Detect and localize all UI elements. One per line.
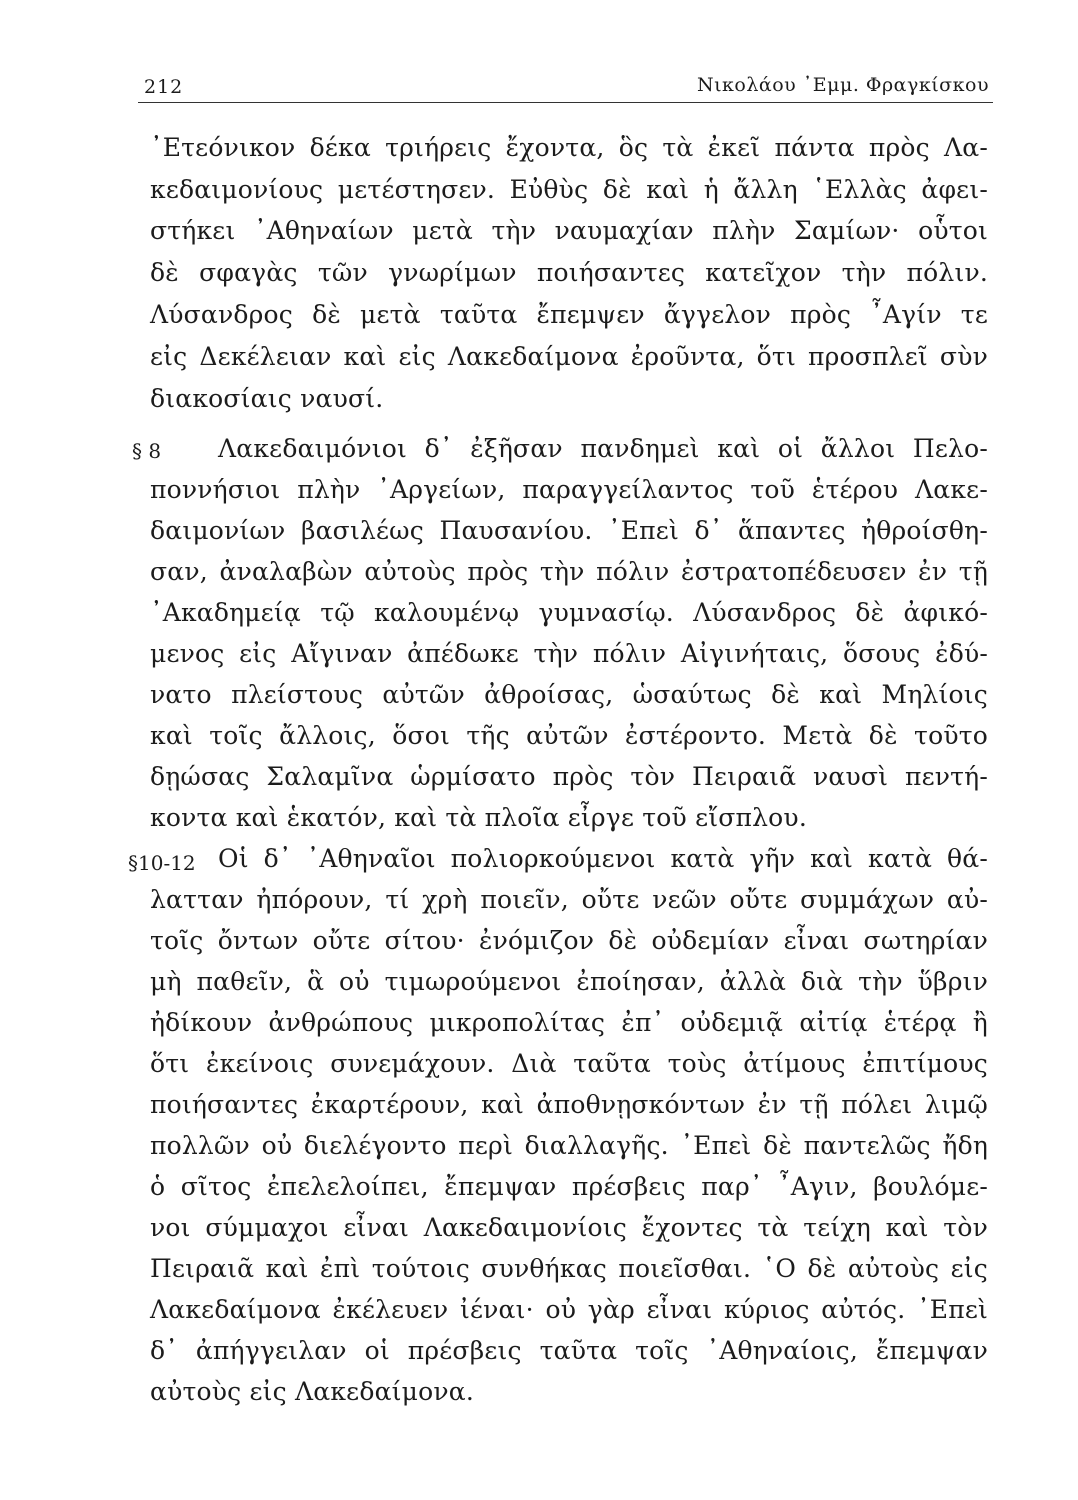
text-line: δ᾿ ἀπήγγειλαν οἱ πρέσβεις ταῦτα τοῖς ᾿Αθηναίοις, ἔπεμψαν bbox=[150, 1336, 988, 1365]
section-ref-10-12: §10-12 bbox=[128, 851, 196, 875]
text-line: κεδαιμονίους μετέστησεν. Εὐθὺς δὲ καὶ ἡ ἄλλη ῾Ελλὰς ἀφει- bbox=[150, 175, 988, 204]
text-line: Πειραιᾶ καὶ ἐπὶ τούτοις συνθήκας ποιεῖσθαι. ῾Ο δὲ αὐτοὺς εἰς bbox=[150, 1254, 988, 1283]
text-line: τοῖς ὄντων οὔτε σίτου· ἐνόμιζον δὲ οὐδεμίαν εἶναι σωτηρίαν bbox=[150, 926, 988, 955]
text-line: Οἱ δ᾿ ᾿Αθηναῖοι πολιορκούμενοι κατὰ γῆν καὶ κατὰ θά- bbox=[218, 844, 988, 873]
text-line: δὲ σφαγὰς τῶν γνωρίμων ποιήσαντες κατεῖχον τὴν πόλιν. bbox=[150, 258, 988, 287]
text-line: κοντα καὶ ἑκατόν, καὶ τὰ πλοῖα εἶργε τοῦ εἴσπλου. bbox=[150, 803, 807, 832]
text-line: Λακεδαίμονα ἐκέλευεν ἰέναι· οὐ γὰρ εἶναι κύριος αὐτός. ᾿Επεὶ bbox=[150, 1295, 988, 1324]
text-line: Λακεδαιμόνιοι δ᾿ ἐξῆσαν πανδημεὶ καὶ οἱ ἄλλοι Πελο- bbox=[218, 434, 988, 463]
text-line: διακοσίαις ναυσί. bbox=[150, 384, 384, 413]
text-line: Λύσανδρος δὲ μετὰ ταῦτα ἔπεμψεν ἄγγελον πρὸς ῏Αγίν τε bbox=[150, 300, 988, 329]
text-line: ποιήσαντες ἐκαρτέρουν, καὶ ἀποθνῃσκόντων ἐν τῇ πόλει λιμῷ bbox=[150, 1090, 988, 1119]
text-line: στήκει ᾿Αθηναίων μετὰ τὴν ναυμαχίαν πλὴν Σαμίων· οὗτοι bbox=[150, 216, 988, 245]
section-ref-8: § 8 bbox=[132, 439, 162, 463]
running-head: Νικολάου ᾿Εμμ. Φραγκίσκου bbox=[696, 74, 989, 96]
page-header bbox=[138, 70, 993, 103]
text-line: εἰς Δεκέλειαν καὶ εἰς Λακεδαίμονα ἐροῦντα, ὅτι προσπλεῖ σὺν bbox=[150, 342, 988, 371]
text-line: αὐτοὺς εἰς Λακεδαίμονα. bbox=[150, 1377, 474, 1406]
text-line: δαιμονίων βασιλέως Παυσανίου. ᾿Επεὶ δ᾿ ἅπαντες ἠθροίσθη- bbox=[150, 516, 988, 545]
text-line: νοι σύμμαχοι εἶναι Λακεδαιμονίοις ἔχοντες τὰ τείχη καὶ τὸν bbox=[150, 1213, 988, 1242]
text-line: πολλῶν οὐ διελέγοντο περὶ διαλλαγῆς. ᾿Επεὶ δὲ παντελῶς ἤδη bbox=[150, 1131, 988, 1160]
text-line: μὴ παθεῖν, ἃ οὐ τιμωρούμενοι ἐποίησαν, ἀλλὰ διὰ τὴν ὕβριν bbox=[150, 967, 988, 996]
text-line: ὁ σῖτος ἐπελελοίπει, ἔπεμψαν πρέσβεις παρ᾿ ῏Αγιν, βουλόμε- bbox=[150, 1172, 988, 1201]
text-line: ᾿Ακαδημείᾳ τῷ καλουμένῳ γυμνασίῳ. Λύσανδρος δὲ ἀφικό- bbox=[150, 598, 988, 627]
text-line: λατταν ἠπόρουν, τί χρὴ ποιεῖν, οὔτε νεῶν οὔτε συμμάχων αὐ- bbox=[150, 885, 988, 914]
text-line: ἠδίκουν ἀνθρώπους μικροπολίτας ἐπ᾿ οὐδεμιᾷ αἰτίᾳ ἑτέρᾳ ἢ bbox=[150, 1008, 988, 1037]
text-line: ᾿Ετεόνικον δέκα τριήρεις ἔχοντα, ὃς τὰ ἐκεῖ πάντα πρὸς Λα- bbox=[150, 133, 988, 162]
text-line: καὶ τοῖς ἄλλοις, ὅσοι τῆς αὐτῶν ἐστέροντο. Μετὰ δὲ τοῦτο bbox=[150, 721, 988, 750]
text-line: σαν, ἀναλαβὼν αὐτοὺς πρὸς τὴν πόλιν ἐστρατοπέδευσεν ἐν τῇ bbox=[150, 557, 988, 586]
text-line: ποννήσιοι πλὴν ᾿Αργείων, παραγγείλαντος τοῦ ἑτέρου Λακε- bbox=[150, 475, 988, 504]
text-line: δῃώσας Σαλαμῖνα ὡρμίσατο πρὸς τὸν Πειραιᾶ ναυσὶ πεντή- bbox=[150, 762, 988, 791]
text-line: νατο πλείστους αὐτῶν ἀθροίσας, ὡσαύτως δὲ καὶ Μηλίοις bbox=[150, 680, 988, 709]
text-line: ὅτι ἐκείνοις συνεμάχουν. Διὰ ταῦτα τοὺς ἀτίμους ἐπιτίμους bbox=[150, 1049, 988, 1078]
page-number: 212 bbox=[144, 76, 184, 98]
text-line: μενος εἰς Αἴγιναν ἀπέδωκε τὴν πόλιν Αἰγινήταις, ὅσους ἐδύ- bbox=[150, 639, 988, 668]
